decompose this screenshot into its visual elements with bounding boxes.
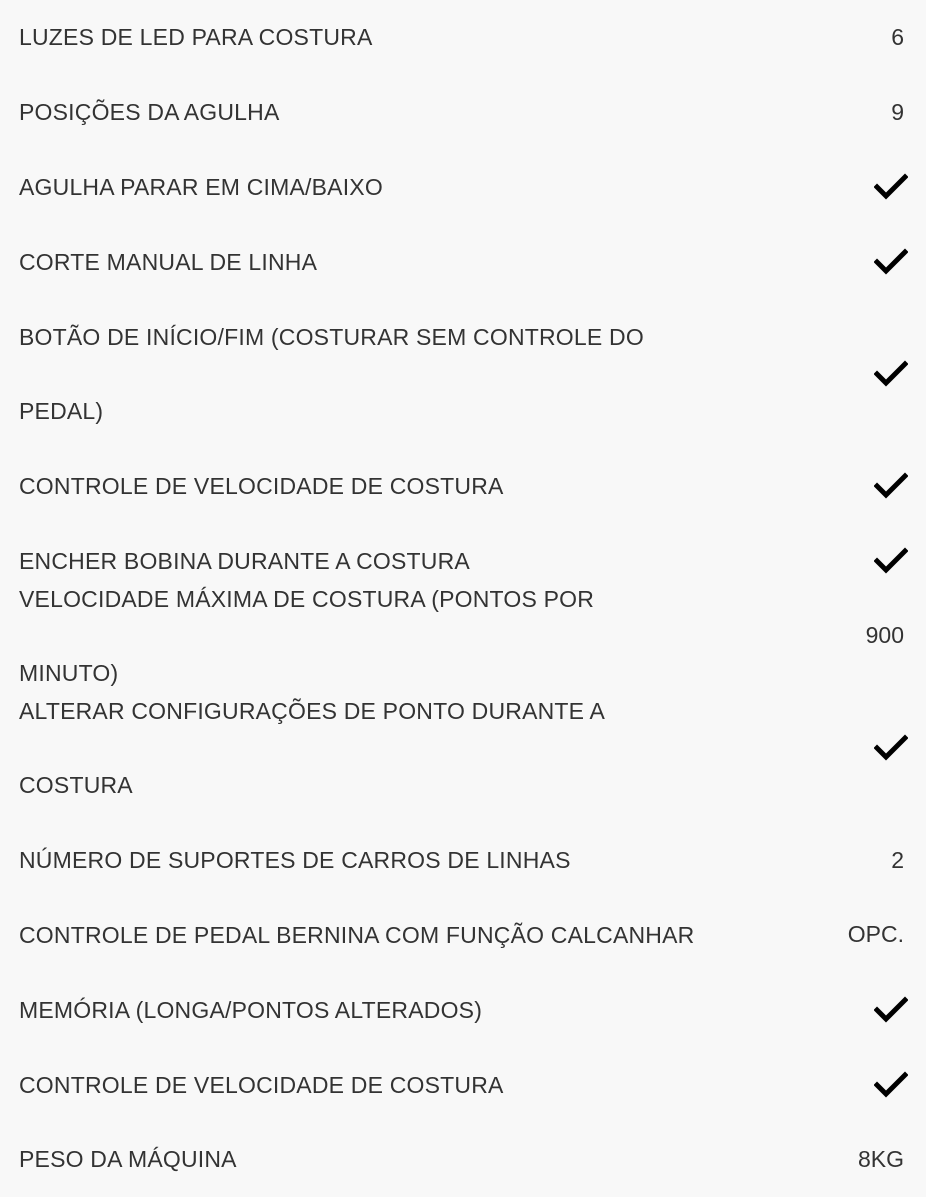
spec-label: CONTROLE DE VELOCIDADE DE COSTURA xyxy=(19,473,504,500)
checkmark-icon xyxy=(874,996,908,1024)
spec-value: 6 xyxy=(891,23,904,50)
spec-row xyxy=(0,1122,926,1197)
checkmark-icon xyxy=(874,360,908,388)
checkmark-icon xyxy=(874,1071,908,1099)
spec-row xyxy=(0,299,926,449)
spec-label: CONTROLE DE VELOCIDADE DE COSTURA xyxy=(19,1071,504,1098)
spec-row xyxy=(0,150,926,225)
spec-label: AGULHA PARAR EM CIMA/BAIXO xyxy=(19,173,383,200)
spec-value: OPC. xyxy=(847,921,904,948)
spec-row xyxy=(0,0,926,75)
spec-row xyxy=(0,972,926,1047)
checkmark-icon xyxy=(874,734,908,762)
spec-value: 9 xyxy=(891,98,904,125)
checkmark-icon xyxy=(874,472,908,500)
spec-row xyxy=(0,224,926,299)
spec-row xyxy=(0,449,926,524)
checkmark-icon xyxy=(874,547,908,575)
spec-label: PESO DA MÁQUINA xyxy=(19,1146,237,1173)
spec-label: VELOCIDADE MÁXIMA DE COSTURA (PONTOS POR MINUTO) xyxy=(19,585,595,686)
spec-row xyxy=(0,898,926,973)
spec-row xyxy=(0,1047,926,1122)
checkmark-icon xyxy=(874,173,908,201)
spec-row xyxy=(0,75,926,150)
spec-label: POSIÇÕES DA AGULHA xyxy=(19,99,280,126)
spec-row xyxy=(0,823,926,898)
spec-label: ALTERAR CONFIGURAÇÕES DE PONTO DURANTE A COSTURA xyxy=(19,697,604,798)
spec-label: BOTÃO DE INÍCIO/FIM (COSTURAR SEM CONTROLE DO PEDAL) xyxy=(19,323,644,424)
spec-value: 2 xyxy=(891,846,904,873)
spec-row xyxy=(0,585,926,686)
spec-value: 8KG xyxy=(857,1145,904,1172)
checkmark-icon xyxy=(874,248,908,276)
spec-label: ENCHER BOBINA DURANTE A COSTURA xyxy=(19,547,470,574)
spec-value: 900 xyxy=(865,622,904,649)
spec-row xyxy=(0,673,926,823)
spec-label: CONTROLE DE PEDAL BERNINA COM FUNÇÃO CALCANHAR xyxy=(19,921,695,948)
spec-label: CORTE MANUAL DE LINHA xyxy=(19,248,318,275)
spec-label: NÚMERO DE SUPORTES DE CARROS DE LINHAS xyxy=(19,847,571,874)
spec-label: LUZES DE LED PARA COSTURA xyxy=(19,24,373,51)
spec-label: MEMÓRIA (LONGA/PONTOS ALTERADOS) xyxy=(19,996,483,1023)
